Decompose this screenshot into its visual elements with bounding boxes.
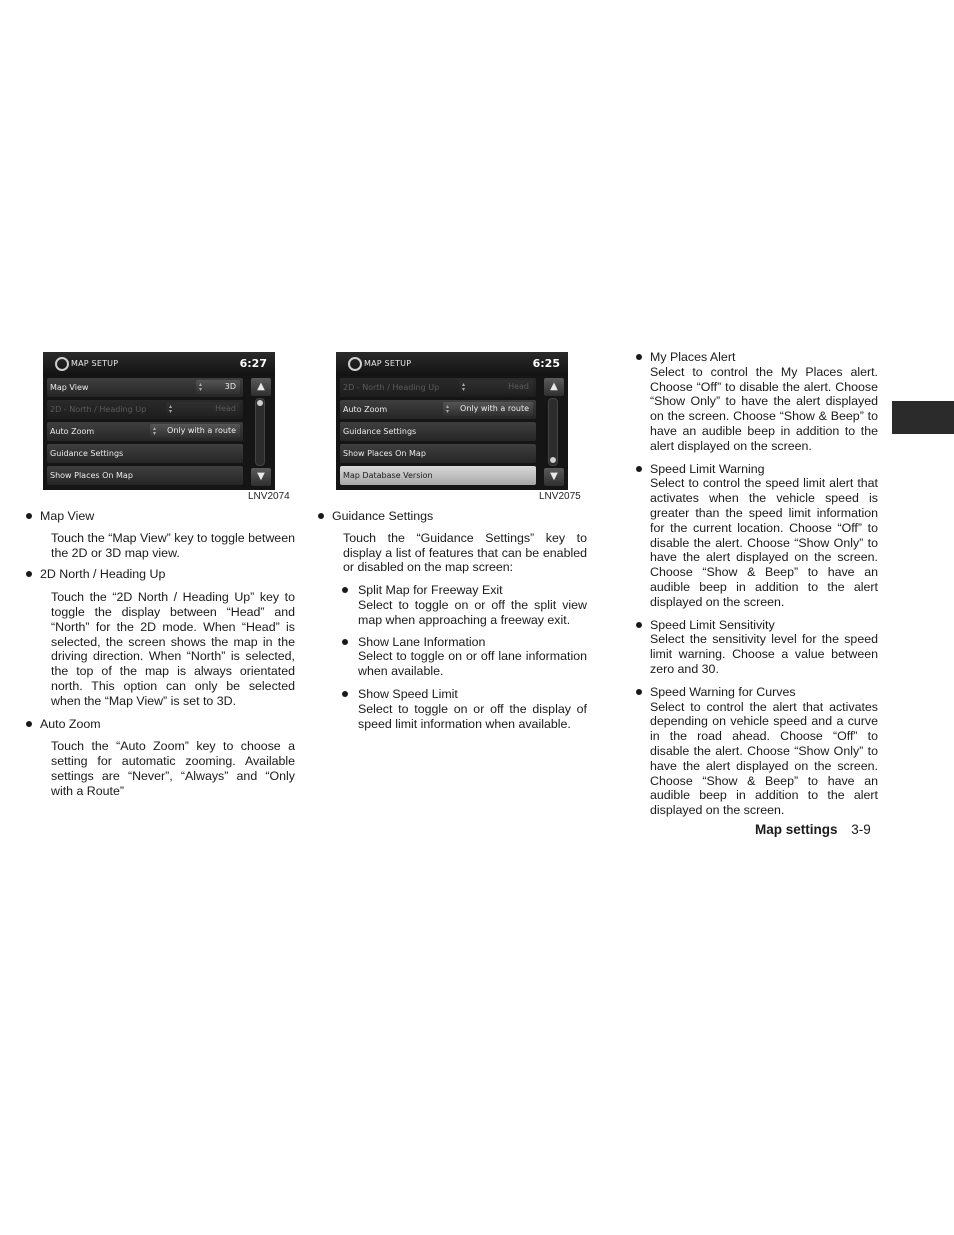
clock: 6:25 xyxy=(532,357,560,370)
speed-limit-text: Select to toggle on or off the display of speed limit information when available. xyxy=(358,701,587,731)
split-map-text: Select to toggle on or off the split view map when approaching a freeway exit. xyxy=(358,597,587,627)
bullet-speed-limit: Show Speed Limit xyxy=(358,687,587,702)
guidance-sublist xyxy=(316,583,587,731)
figure-code: LNV2074 xyxy=(248,491,290,502)
scrollbar-track[interactable] xyxy=(548,398,558,466)
bullet-guidance-settings: Guidance Settings xyxy=(316,509,587,524)
menu-row-map-view[interactable]: Map View ▴ ▾ 3D xyxy=(47,378,243,397)
scroll-up-button[interactable]: ▲ xyxy=(544,378,564,396)
scroll-down-button[interactable]: ▼ xyxy=(251,468,271,486)
bullet-speed-warning-curves: Speed Warning for Curves xyxy=(634,685,878,700)
stepper-icon: ▴ ▾ xyxy=(169,403,173,415)
menu-row-north-heading[interactable]: 2D - North / Heading Up ▴ ▾ Head xyxy=(340,378,536,397)
lane-info-text: Select to toggle on or off lane information when available. xyxy=(358,649,587,679)
menu-row-show-places[interactable]: Show Places On Map xyxy=(340,444,536,463)
page-footer xyxy=(755,822,871,837)
map-setup-screenshot-2 xyxy=(336,352,568,490)
speed-warning-curves-text: Select to control the alert that activates depending on vehicle speed and a curve in the road ahead. Choose “Off” to disable the alert. Choose “Show Only” to have the alert displayed on the screen. Choose “Show & Beep” to have an audible beep in addition to the alert displayed on the screen. xyxy=(650,699,878,818)
map-setup-screenshot-1 xyxy=(43,352,275,490)
map-view-text: Touch the “Map View” key to toggle between the 2D or 3D map view. xyxy=(51,530,295,560)
value-box: ▴ ▾ Head xyxy=(166,402,240,416)
column-1 xyxy=(24,509,295,799)
stepper-icon: ▴ ▾ xyxy=(446,403,450,415)
figure-code: LNV2075 xyxy=(539,491,581,502)
value-box: ▴ ▾ 3D xyxy=(196,380,240,394)
guidance-settings-text: Touch the “Guidance Settings” key to display a list of features that can be enabled or disabled on the map screen: xyxy=(343,530,587,575)
bullet-speed-limit-sensitivity: Speed Limit Sensitivity xyxy=(634,618,878,633)
screen-header xyxy=(336,352,568,376)
speed-limit-warning-text: Select to control the speed limit alert that activates when the vehicle speed is greater than the speed limit information for the current location. Choose “Off” to disable the alert. Choose “Show Only” to have the alert displayed on the screen. Choose “Show & Beep” to have an audible beep in addition to the alert displayed on the screen. xyxy=(650,476,878,609)
stepper-icon: ▴ ▾ xyxy=(199,381,203,393)
clock: 6:27 xyxy=(239,357,267,370)
bullet-lane-info: Show Lane Information xyxy=(358,635,587,650)
stepper-icon: ▴ ▾ xyxy=(153,425,157,437)
footer-section: Map settings xyxy=(755,822,838,837)
bullet-my-places-alert: My Places Alert xyxy=(634,350,878,365)
scroll-up-button[interactable]: ▲ xyxy=(251,378,271,396)
bullet-map-view: Map View xyxy=(24,509,295,524)
screen-header xyxy=(43,352,275,376)
gear-icon xyxy=(55,357,69,371)
menu-row-show-places[interactable]: Show Places On Map xyxy=(47,466,243,485)
column-3 xyxy=(634,350,878,818)
menu-row-auto-zoom[interactable]: Auto Zoom ▴ ▾ Only with a route xyxy=(47,422,243,441)
scrollbar-track[interactable] xyxy=(255,398,265,466)
scroll-down-button[interactable]: ▼ xyxy=(544,468,564,486)
menu-row-guidance-settings[interactable]: Guidance Settings xyxy=(340,422,536,441)
column-2 xyxy=(316,509,587,731)
value-box: ▴ ▾ Only with a route xyxy=(443,402,533,416)
menu-row-guidance-settings[interactable]: Guidance Settings xyxy=(47,444,243,463)
bullet-speed-limit-warning: Speed Limit Warning xyxy=(634,462,878,477)
menu-row-map-database-version[interactable]: Map Database Version xyxy=(340,466,536,485)
north-heading-text: Touch the “2D North / Heading Up” key to toggle the display between “Head” and “North” for the 2D mode. When “Head” is selected, the screen shows the map in the driving direction. When “North” is selected, the top of the map is always orientated north. This option can only be selected when the “Map View” is set to 3D. xyxy=(51,590,295,708)
speed-limit-sensitivity-text: Select the sensitivity level for the speed limit warning. Choose a value between zero and 30. xyxy=(650,632,878,676)
bullet-auto-zoom: Auto Zoom xyxy=(24,717,295,732)
menu-row-auto-zoom[interactable]: Auto Zoom ▴ ▾ Only with a route xyxy=(340,400,536,419)
scrollbar-thumb[interactable] xyxy=(550,457,556,463)
screen-title: MAP SETUP xyxy=(71,359,119,368)
screen-title: MAP SETUP xyxy=(364,359,412,368)
value-box: ▴ ▾ Only with a route xyxy=(150,424,240,438)
stepper-icon: ▴ ▾ xyxy=(462,381,466,393)
auto-zoom-text: Touch the “Auto Zoom” key to choose a setting for automatic zooming. Available settings are “Never”, “Always” and “Only with a Route” xyxy=(51,739,295,798)
my-places-alert-text: Select to control the My Places alert. Choose “Off” to disable the alert. Choose “Show Only” to have the alert displayed on the screen. Choose “Show & Beep” to have an audible beep in addition to the alert displayed on the screen. xyxy=(650,364,878,453)
page-number: 3-9 xyxy=(851,822,871,837)
gear-icon xyxy=(348,357,362,371)
scrollbar-thumb[interactable] xyxy=(257,400,263,406)
bullet-split-map: Split Map for Freeway Exit xyxy=(358,583,587,598)
chapter-tab xyxy=(892,401,954,434)
value-box: ▴ ▾ Head xyxy=(459,380,533,394)
menu-row-north-heading[interactable]: 2D - North / Heading Up ▴ ▾ Head xyxy=(47,400,243,419)
bullet-north-heading: 2D North / Heading Up xyxy=(24,567,295,582)
